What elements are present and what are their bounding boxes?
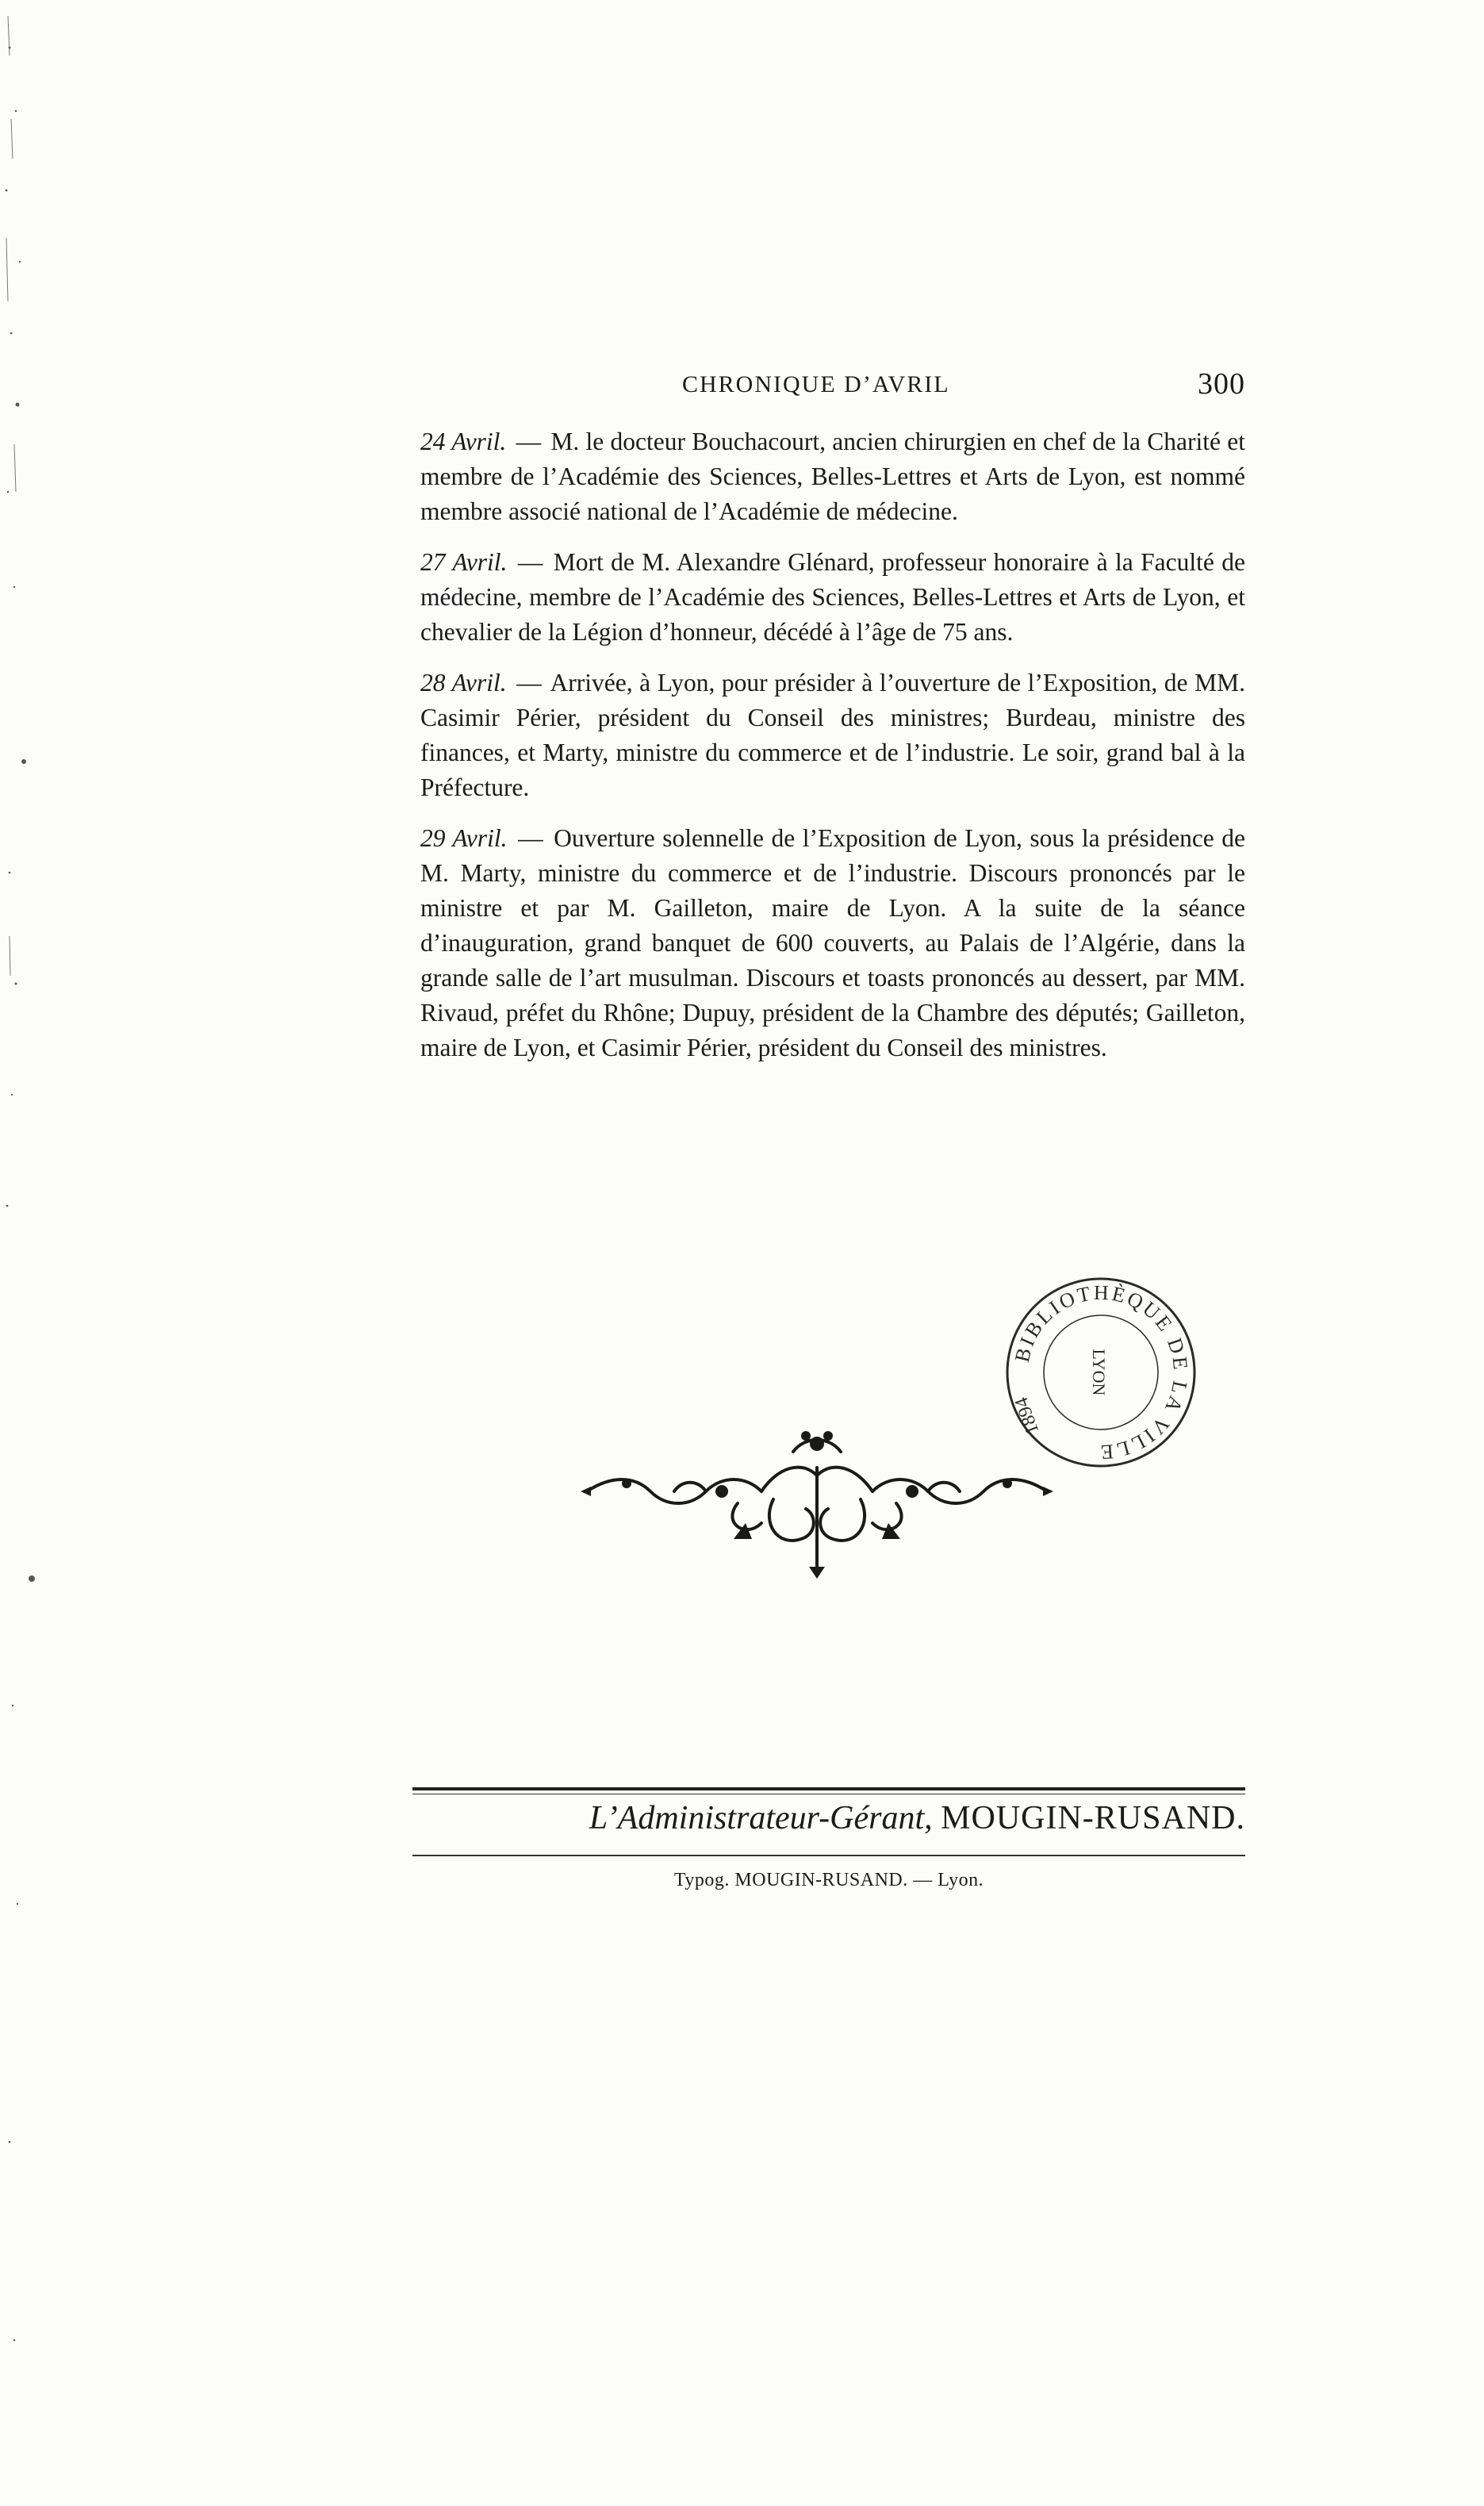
page-header [420,366,1245,414]
signature-role: L’Administrateur-Gérant, [589,1800,933,1836]
entry-date: 29 Avril. [420,824,508,852]
entry-dash: — [516,669,542,697]
stamp-year: 1894 [1010,1394,1044,1437]
printer-imprint: Typog. MOUGIN-RUSAND. — Lyon. [673,1870,984,1890]
entry-dash: — [516,428,542,455]
chronicle-entry [420,545,1245,650]
entry-date: 24 Avril. [420,428,507,455]
entry-text: Arrivée, à Lyon, pour présider à l’ouverture de l’Exposition, de MM. Casimir Périer, président du Conseil des ministres; Burdeau, ministre des finances, et Marty, ministre du commerce et de l’industrie. Le soir, grand bal à la Préfecture. [420,669,1246,801]
chronicle-entry [420,821,1245,1065]
footer-rule-thick [412,1787,1245,1790]
entry-dash: — [518,824,543,852]
entry-dash: — [517,548,543,576]
entry-date: 27 Avril. [420,548,508,576]
entry-text: Ouverture solennelle de l’Exposition de Lyon, sous la présidence de M. Marty, ministre du commerce et de l’industrie. Discours prononcés par le ministre et par M. Gailleton, maire de Lyon. A la suite de la séance d’inauguration, grand banquet de 600 couverts, au Palais de l’Algérie, dans la grande salle de l’art musulman. Discours et toasts prononcés au dessert, par MM. Rivaud, préfet du Rhône; Dupuy, président de la Chambre des députés; Gailleton, maire de Lyon, et Casimir Périer, président du Conseil des ministres. [420,824,1246,1061]
decorative-fleuron [579,1420,1055,1579]
entry-text: Mort de M. Alexandre Glénard, professeur honoraire à la Faculté de médecine, membre de l’Académie des Sciences, Belles-Lettres et Arts de Lyon, et chevalier de la Légion d’honneur, décédé à l’âge de 75 ans. [420,548,1245,646]
chronicle-entries [420,424,1245,1081]
chronicle-entry [420,424,1245,529]
footer-rule-bottom [412,1855,1245,1856]
entry-text: M. le docteur Bouchacourt, ancien chirurgien en chef de la Charité et membre de l’Académie des Sciences, Belles-Lettres et Arts de Lyon, est nommé membre associé national de l’Académie de médecine. [420,428,1246,525]
entry-date: 28 Avril. [420,669,507,697]
stamp-center-text: LYON [1089,1349,1109,1396]
chronicle-entry [420,666,1245,805]
stamp-ring-text: BIBLIOTHÈQUE DE LA VILLE [1010,1280,1193,1464]
running-title: CHRONIQUE D’AVRIL [682,371,950,397]
signature-line [589,1799,1245,1837]
page-number: 300 [1198,367,1245,401]
page-left-edge [0,0,48,2502]
signature-name: MOUGIN-RUSAND. [941,1800,1245,1836]
